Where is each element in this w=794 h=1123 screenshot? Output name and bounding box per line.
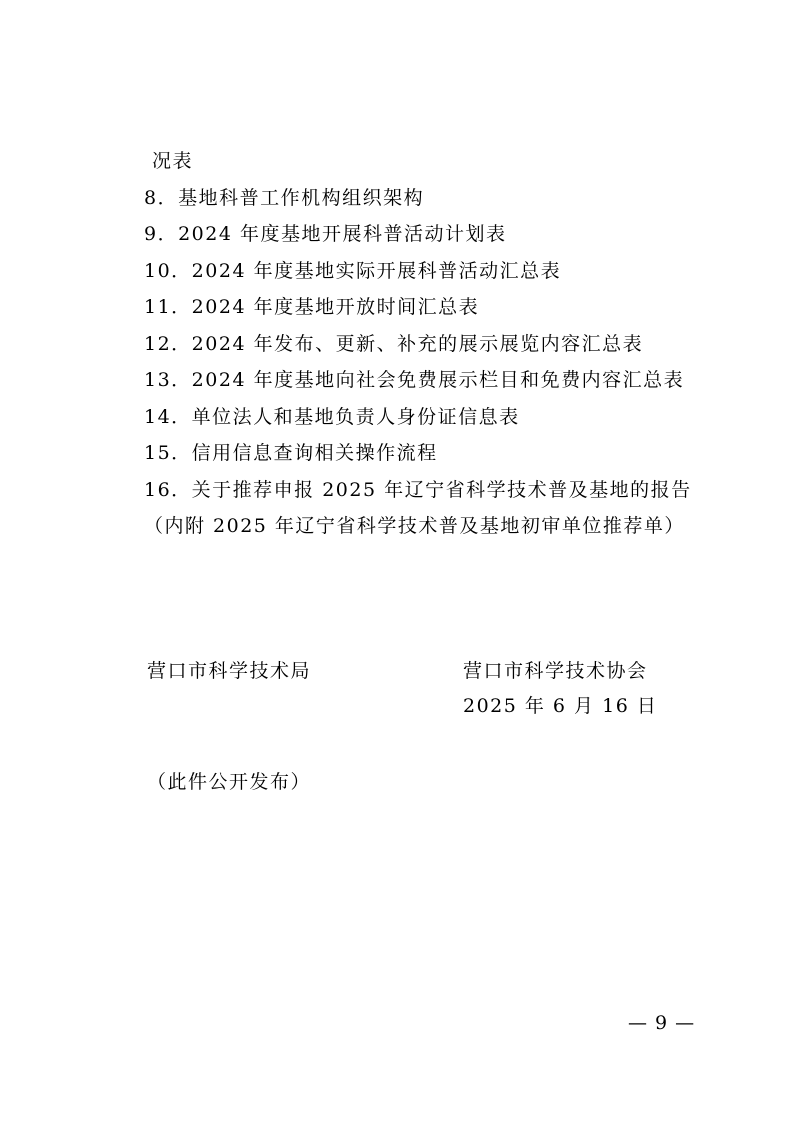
attachment-item: 10．2024 年度基地实际开展科普活动汇总表 [144,259,562,282]
attachment-list [144,148,692,550]
page-number: — 9 — [628,1012,696,1034]
signature-date: 2025 年 6 月 16 日 [463,695,658,717]
attachment-item: 16．关于推荐申报 2025 年辽宁省科学技术普及基地的报告 [144,478,692,501]
attachment-item: 况表 [152,150,194,172]
public-release-note: （此件公开发布） [147,771,312,793]
attachment-item: 11．2024 年度基地开放时间汇总表 [144,296,480,318]
attachment-item: （内附 2025 年辽宁省科学技术普及基地初审单位推荐单） [144,515,685,537]
attachment-item: 13．2024 年度基地向社会免费展示栏目和免费内容汇总表 [144,369,685,391]
attachment-item: 14．单位法人和基地负责人身份证信息表 [144,405,520,428]
attachment-item: 8．基地科普工作机构组织架构 [144,186,425,209]
attachment-item: 15．信用信息查询相关操作流程 [144,442,438,464]
signature-org-left: 营口市科学技术局 [147,660,312,682]
attachment-item: 9．2024 年度基地开展科普活动计划表 [144,223,507,245]
attachment-item: 12．2024 年发布、更新、补充的展示展览内容汇总表 [144,332,644,355]
signature-org-right: 营口市科学技术协会 [463,660,648,682]
